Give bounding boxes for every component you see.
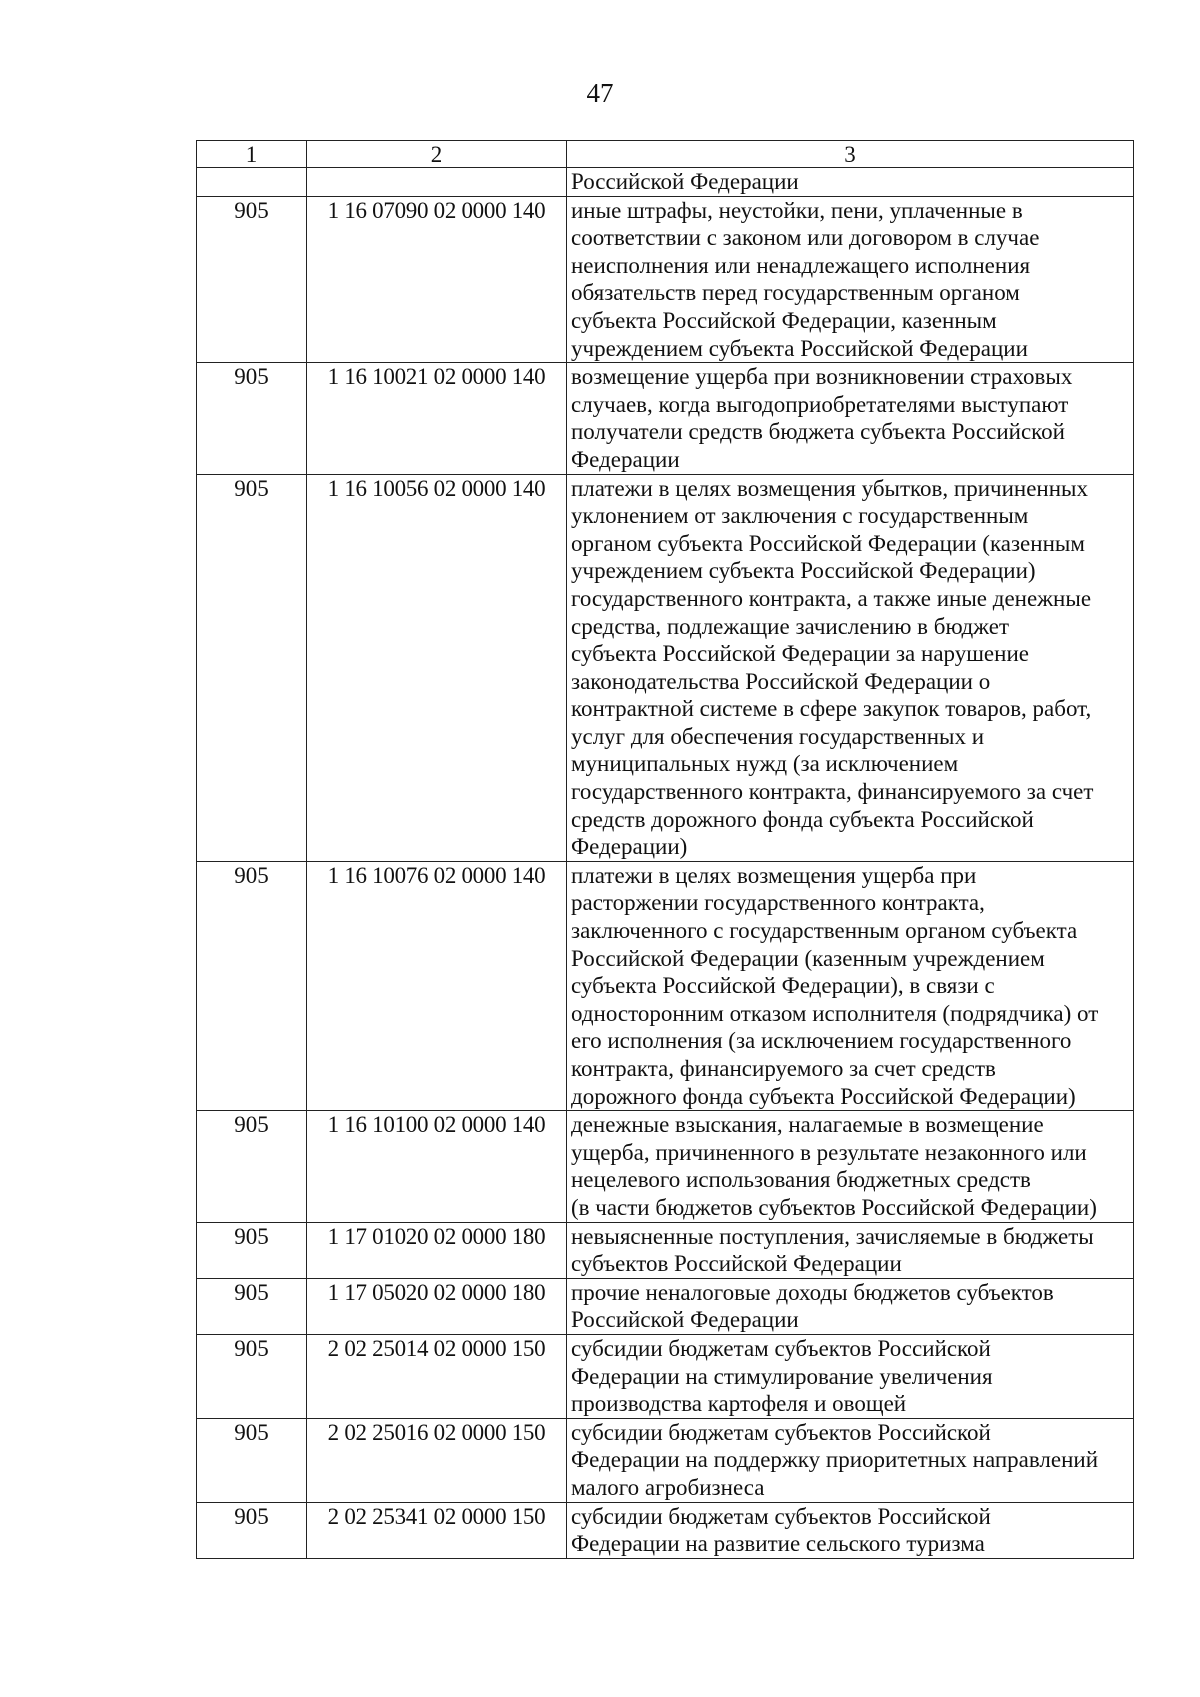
revenue-description-cell [567, 1502, 1134, 1558]
revenue-description-cell [567, 1222, 1134, 1278]
text-line: расторжении государственного контракта, [571, 890, 985, 916]
text-line: случаев, когда выгодоприобретателями выступают [571, 391, 1069, 417]
admin-code-cell: 905 [197, 1334, 307, 1418]
revenue-description-cell [567, 363, 1134, 474]
text-line: Российской Федерации (казенным учреждением [571, 945, 1045, 971]
table-row [197, 1111, 1134, 1222]
text-line: Федерации) [571, 834, 688, 860]
table-row [197, 1334, 1134, 1418]
text-line: обязательств перед государственным органом [571, 280, 1020, 306]
budget-code-cell: 1 17 01020 02 0000 180 [307, 1222, 567, 1278]
budget-code-cell: 2 02 25014 02 0000 150 [307, 1334, 567, 1418]
admin-code-cell: 905 [197, 1278, 307, 1334]
table-row [197, 474, 1134, 861]
admin-code-cell: 905 [197, 196, 307, 363]
text-line: законодательства Российской Федерации о [571, 668, 991, 694]
text-line: Российской Федерации [571, 1307, 799, 1333]
budget-code-cell: 2 02 25341 02 0000 150 [307, 1502, 567, 1558]
revenue-description-cell [567, 1334, 1134, 1418]
text-line: платежи в целях возмещения убытков, причиненных [571, 475, 1088, 501]
text-line: субсидии бюджетам субъектов Российской [571, 1419, 991, 1445]
table-row [197, 1222, 1134, 1278]
budget-code-cell: 2 02 25016 02 0000 150 [307, 1418, 567, 1502]
text-line: учреждением субъекта Российской Федерации [571, 335, 1028, 361]
text-line: производства картофеля и овощей [571, 1391, 907, 1417]
table-body [197, 141, 1134, 1559]
text-line: его исполнения (за исключением государственного [571, 1028, 1072, 1054]
text-line: иные штрафы, неустойки, пени, уплаченные в [571, 197, 1023, 223]
text-line: органом субъекта Российской Федерации (казенным [571, 530, 1085, 556]
text-line: прочие неналоговые доходы бюджетов субъектов [571, 1279, 1054, 1305]
continuation-code-cell [307, 168, 567, 197]
admin-code-cell: 905 [197, 1111, 307, 1222]
continuation-admin-cell [197, 168, 307, 197]
revenue-description-cell [567, 861, 1134, 1110]
budget-code-cell: 1 16 10100 02 0000 140 [307, 1111, 567, 1222]
text-line: малого агробизнеса [571, 1474, 765, 1500]
text-line: ущерба, причиненного в результате незаконного или [571, 1139, 1087, 1165]
text-line: денежные взыскания, налагаемые в возмещение [571, 1112, 1044, 1138]
table-row [197, 861, 1134, 1110]
text-line: платежи в целях возмещения ущерба при [571, 862, 977, 888]
revenue-description-cell [567, 1278, 1134, 1334]
text-line: субъекта Российской Федерации, казенным [571, 307, 997, 333]
table-row [197, 1502, 1134, 1558]
admin-code-cell: 905 [197, 474, 307, 861]
admin-code-cell: 905 [197, 363, 307, 474]
text-line: субъектов Российской Федерации [571, 1251, 902, 1277]
table-header-row [197, 141, 1134, 168]
budget-code-cell: 1 16 10076 02 0000 140 [307, 861, 567, 1110]
revenue-description-cell [567, 196, 1134, 363]
text-line: возмещение ущерба при возникновении страховых [571, 364, 1073, 390]
table-row [197, 363, 1134, 474]
budget-code-cell: 1 16 10056 02 0000 140 [307, 474, 567, 861]
admin-code-cell: 905 [197, 1418, 307, 1502]
admin-code-cell: 905 [197, 1502, 307, 1558]
text-line: субсидии бюджетам субъектов Российской [571, 1335, 991, 1361]
continuation-text-cell [567, 168, 1134, 197]
continuation-row [197, 168, 1134, 197]
text-line: соответствии с законом или договором в случае [571, 225, 1040, 251]
page-number: 47 [586, 78, 614, 108]
column-header-2: 2 [307, 141, 567, 168]
table-row [197, 1418, 1134, 1502]
text-line: уклонением от заключения с государственным [571, 503, 1029, 529]
text-line: муниципальных нужд (за исключением [571, 751, 959, 777]
text-line: субъекта Российской Федерации за нарушение [571, 641, 1029, 667]
text-line: субъекта Российской Федерации), в связи с [571, 973, 995, 999]
text-line: односторонним отказом исполнителя (подрядчика) от [571, 1000, 1099, 1026]
text-line: дорожного фонда субъекта Российской Федерации) [571, 1083, 1076, 1109]
text-line: контракта, финансируемого за счет средств [571, 1056, 996, 1081]
text-line: средств дорожного фонда субъекта Российской [571, 806, 1034, 832]
admin-code-cell: 905 [197, 861, 307, 1110]
budget-code-cell: 1 16 10021 02 0000 140 [307, 363, 567, 474]
text-line: Федерации на развитие сельского туризма [571, 1531, 985, 1557]
budget-code-cell: 1 17 05020 02 0000 180 [307, 1278, 567, 1334]
text-line: получатели средств бюджета субъекта Российской [571, 419, 1065, 445]
text-line: учреждением субъекта Российской Федерации) [571, 558, 1036, 584]
budget-code-cell: 1 16 07090 02 0000 140 [307, 196, 567, 363]
text-line: государственного контракта, финансируемого за счет [571, 779, 1094, 805]
text-line: неисполнения или ненадлежащего исполнения [571, 252, 1031, 278]
text-line: невыясненные поступления, зачисляемые в бюджеты [571, 1223, 1094, 1249]
budget-revenue-table [196, 140, 1134, 1559]
text-line: контрактной системе в сфере закупок товаров, работ, [571, 696, 1092, 722]
table-row [197, 1278, 1134, 1334]
text-line: средства, подлежащие зачислению в бюджет [571, 613, 1010, 639]
text-line: Федерации на стимулирование увеличения [571, 1363, 993, 1389]
table-row [197, 196, 1134, 363]
column-header-1: 1 [197, 141, 307, 168]
text-line: Федерации на поддержку приоритетных направлений [571, 1447, 1099, 1473]
text-line: (в части бюджетов субъектов Российской Федерации) [571, 1194, 1097, 1220]
text-line: услуг для обеспечения государственных и [571, 723, 985, 749]
revenue-description-cell [567, 1111, 1134, 1222]
text-line: государственного контракта, а также иные денежные [571, 585, 1092, 611]
text-line: нецелевого использования бюджетных средств [571, 1167, 1031, 1193]
text-line: субсидии бюджетам субъектов Российской [571, 1503, 991, 1529]
text-line: заключенного с государственным органом субъекта [571, 918, 1078, 944]
text-line: Российской Федерации [571, 169, 799, 194]
column-header-3: 3 [567, 141, 1134, 168]
revenue-description-cell [567, 474, 1134, 861]
admin-code-cell: 905 [197, 1222, 307, 1278]
revenue-description-cell [567, 1418, 1134, 1502]
text-line: Федерации [571, 446, 680, 472]
